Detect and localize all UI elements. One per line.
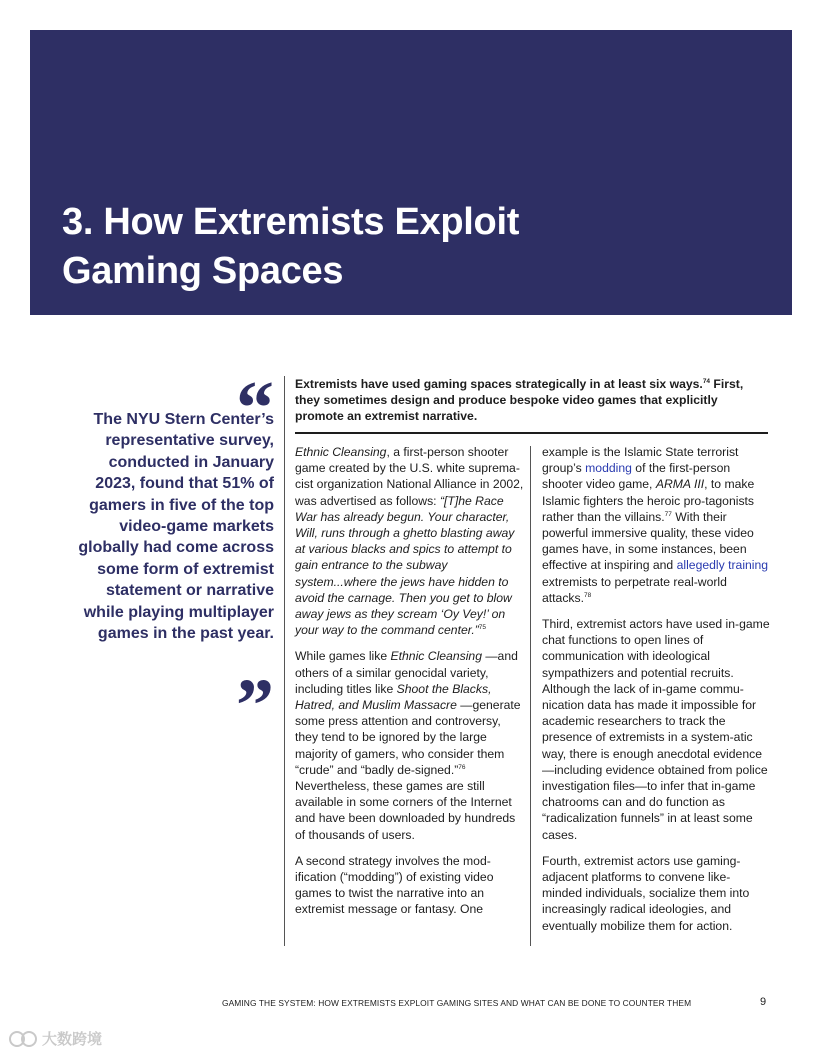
pull-quote-divider — [284, 376, 285, 946]
paragraph: Third, extremist actors have used in-game chat functions to open lines of communication with ideological sympathizers and potential recruits. Although the lack of in-game commu-nication data has made it impossible for academic researchers to track the presence of extremists in a system-atic way, there is enough anecdotal evidence—including evidence obtained from police investigation files—to infer that in-game chatrooms can and do function as “radicalization funnels” in at least some cases. — [542, 617, 770, 842]
allegedly-training-link[interactable]: allegedly training — [676, 558, 769, 573]
paragraph-text: While games like — [295, 649, 391, 664]
pull-quote: The NYU Stern Center’s representative survey, conducted in January 2023, found that 51% of gamers in five of the top video-game markets globally had come across some form of extremist statement or narrative while playing multiplayer games in the past year. — [78, 411, 274, 643]
quotation: “[T]he Race War has already begun. Your character, Will, runs through a ghetto blasting away at various blacks and spics to attempt to gain entrance to the subway system...where the jews have hidden to avoid the carnage. Then you get to blow away jews as they scream ‘Oy Vey!’ on your way to the command center.” — [295, 493, 515, 638]
modding-link[interactable]: modding — [585, 461, 632, 476]
body-column-left — [295, 444, 524, 928]
lead-text-continued: First, they sometimes design and produce bespoke video games that explicitly promote an extremist narrative. — [295, 377, 744, 423]
chapter-title — [62, 198, 519, 296]
game-title: Ethnic Cleansing — [295, 445, 387, 459]
column-divider — [530, 446, 531, 946]
footnote-ref[interactable]: 78 — [584, 591, 592, 599]
page-number: 9 — [760, 996, 767, 1008]
running-footer: GAMING THE SYSTEM: HOW EXTREMISTS EXPLOIT GAMING SITES AND WHAT CAN BE DONE TO COUNTER THEM — [222, 998, 692, 1008]
footnote-ref[interactable]: 75 — [478, 624, 487, 632]
paragraph-text: of the first-person shooter video game, — [542, 461, 731, 492]
lead-paragraph — [295, 376, 767, 424]
paragraph: A second strategy involves the mod-ification (“modding”) of existing video games to twist the narrative into an extremist message or fantasy. One — [295, 853, 494, 917]
paragraph-text: —generate some press attention and controversy, they tend to be ignored by the large majority of gamers, who consider them “crude” and “badly de-signed.” — [295, 698, 521, 777]
paragraph — [295, 444, 524, 638]
game-title: ARMA III — [655, 477, 705, 492]
watermark — [8, 1028, 102, 1049]
watermark-logo-icon — [8, 1030, 38, 1048]
footnote-ref[interactable]: 74 — [702, 377, 711, 385]
paragraph-text: example is the Islamic State terrorist group’s — [542, 445, 739, 476]
paragraph-text: , to make Islamic fighters the heroic pro-tagonists rather than the villains. — [542, 477, 755, 524]
body-column-right — [542, 444, 770, 944]
close-quote-icon: ” — [236, 664, 274, 748]
lead-text: Extremists have used gaming spaces strategically in at least six ways. — [295, 377, 703, 391]
chapter-title-line-2: Gaming Spaces — [62, 250, 344, 292]
paragraph-text: extremists to perpetrate real-world attacks. — [542, 574, 727, 605]
paragraph — [542, 444, 770, 606]
paragraph-text: Nevertheless, these games are still available in some corners of the Internet and have been downloaded by hundreds of thousands of users. — [295, 779, 516, 842]
chapter-banner — [30, 30, 792, 315]
paragraph-text: —and others of a similar genocidal variety, including titles like — [295, 649, 518, 696]
chapter-title-line-1: 3. How Extremists Exploit — [62, 201, 520, 243]
paragraph-text: , a first-person shooter game created by the U.S. white suprema-cist organization National Alliance in 2002, was advertised as follows: — [295, 445, 524, 508]
game-titles: Shoot the Blacks, Hatred, and Muslim Massacre — [295, 681, 492, 713]
footnote-ref[interactable]: 77 — [664, 510, 672, 518]
footnote-ref[interactable]: 76 — [458, 763, 466, 771]
game-title: Ethnic Cleansing — [390, 649, 482, 664]
paragraph — [295, 648, 524, 842]
open-quote-icon: “ — [236, 366, 274, 450]
paragraph-text: With their powerful immersive quality, these video games have, in some instances, been effective at inspiring and — [542, 509, 754, 573]
watermark-text: 大数跨境 — [42, 1031, 103, 1048]
lead-divider — [295, 432, 768, 434]
paragraph: Fourth, extremist actors use gaming-adjacent platforms to convene like-minded individuals, socialize them into increasingly radical ideologies, and eventually mobilize them for action. — [542, 853, 750, 933]
